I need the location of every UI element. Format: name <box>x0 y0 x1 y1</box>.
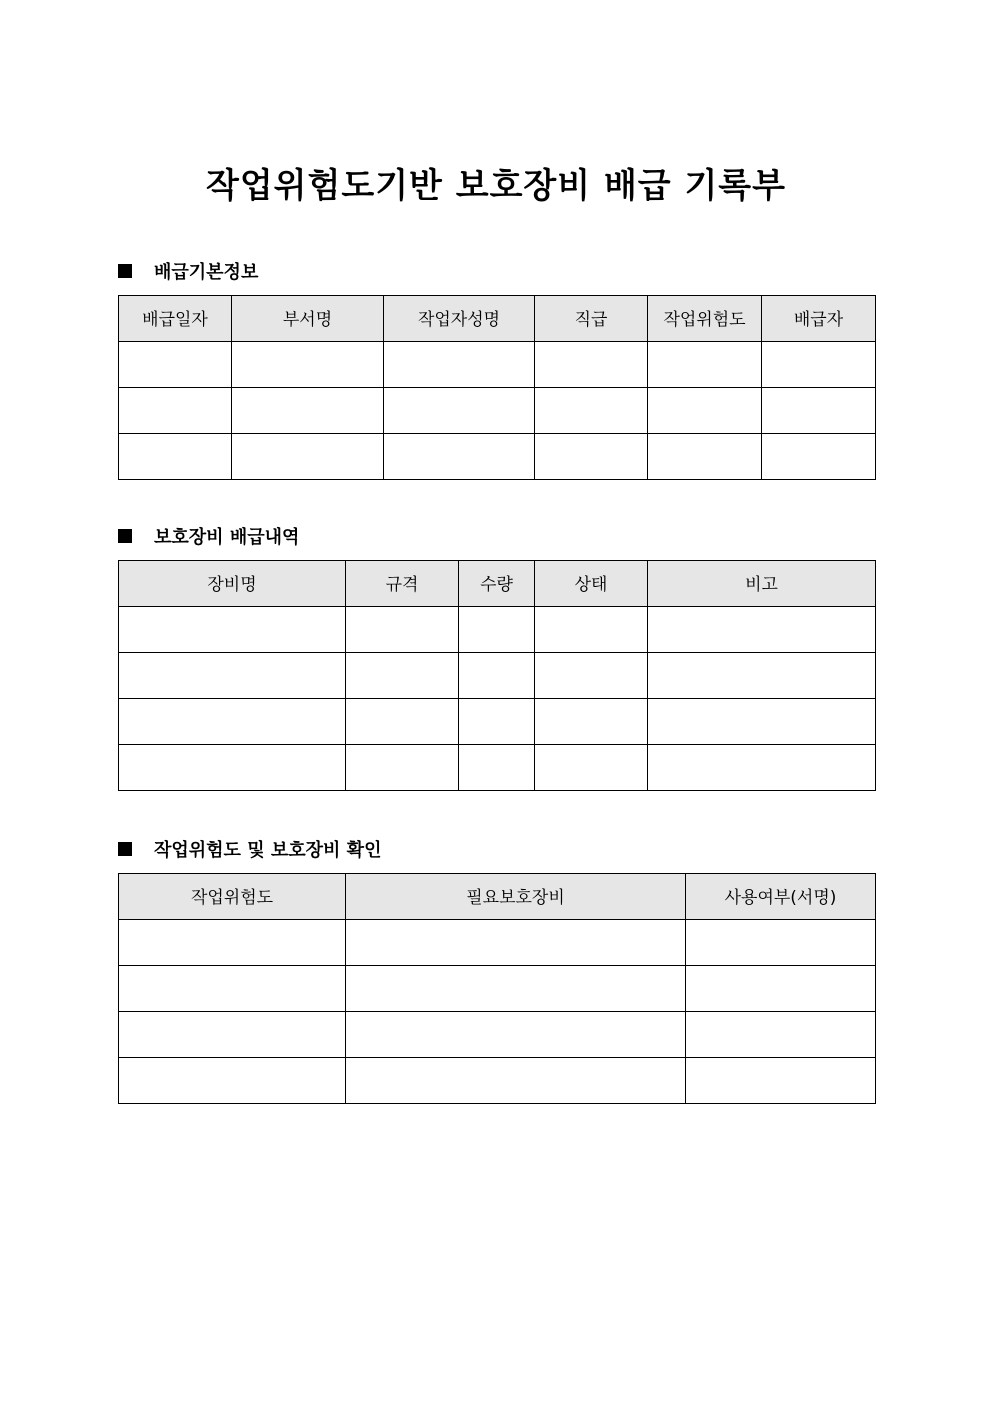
column-header-required-equipment: 필요보호장비 <box>346 874 686 920</box>
table-cell[interactable] <box>119 966 346 1012</box>
column-header-risk-level: 작업위험도 <box>119 874 346 920</box>
table-cell[interactable] <box>346 745 459 791</box>
column-header-worker-name: 작업자성명 <box>384 296 535 342</box>
table-cell[interactable] <box>119 388 232 434</box>
table-cell[interactable] <box>535 342 648 388</box>
table-row <box>119 920 876 966</box>
column-header-distributor: 배급자 <box>762 296 876 342</box>
table-cell[interactable] <box>686 966 876 1012</box>
table-row <box>119 607 876 653</box>
table-cell[interactable] <box>119 1058 346 1104</box>
column-header-specification: 규격 <box>346 561 459 607</box>
section-heading-label: 배급기본정보 <box>154 262 259 283</box>
table-cell[interactable] <box>119 699 346 745</box>
column-header-risk-level: 작업위험도 <box>648 296 762 342</box>
table-cell[interactable] <box>384 434 535 480</box>
table-cell[interactable] <box>762 342 876 388</box>
table-cell[interactable] <box>535 699 648 745</box>
column-header-condition: 상태 <box>535 561 648 607</box>
table-cell[interactable] <box>535 434 648 480</box>
table-cell[interactable] <box>762 388 876 434</box>
table-row <box>119 966 876 1012</box>
table-row <box>119 1058 876 1104</box>
table-cell[interactable] <box>762 434 876 480</box>
table-cell[interactable] <box>459 653 535 699</box>
column-header-rank: 직급 <box>535 296 648 342</box>
section-heading-label: 보호장비 배급내역 <box>154 527 300 548</box>
table-cell[interactable] <box>648 745 876 791</box>
table-header-row <box>119 296 876 342</box>
table-cell[interactable] <box>346 607 459 653</box>
equipment-distribution-table <box>118 560 876 791</box>
table-cell[interactable] <box>346 653 459 699</box>
table-row <box>119 745 876 791</box>
table-cell[interactable] <box>459 607 535 653</box>
column-header-remarks: 비고 <box>648 561 876 607</box>
table-cell[interactable] <box>346 920 686 966</box>
section-heading-risk-equipment-check <box>118 836 381 862</box>
table-cell[interactable] <box>648 342 762 388</box>
section-heading-equipment-distribution <box>118 523 299 549</box>
table-cell[interactable] <box>119 607 346 653</box>
table-row <box>119 699 876 745</box>
table-row <box>119 653 876 699</box>
table-cell[interactable] <box>119 1012 346 1058</box>
table-cell[interactable] <box>232 388 384 434</box>
table-cell[interactable] <box>459 699 535 745</box>
table-cell[interactable] <box>119 434 232 480</box>
table-cell[interactable] <box>648 607 876 653</box>
table-cell[interactable] <box>346 699 459 745</box>
table-cell[interactable] <box>119 342 232 388</box>
table-row <box>119 388 876 434</box>
table-header-row <box>119 874 876 920</box>
table-cell[interactable] <box>346 1012 686 1058</box>
table-header-row <box>119 561 876 607</box>
section-heading-label: 작업위험도 및 보호장비 확인 <box>154 840 382 861</box>
column-header-distribution-date: 배급일자 <box>119 296 232 342</box>
column-header-equipment-name: 장비명 <box>119 561 346 607</box>
table-cell[interactable] <box>119 920 346 966</box>
basic-info-table <box>118 295 876 480</box>
table-cell[interactable] <box>648 699 876 745</box>
table-cell[interactable] <box>648 388 762 434</box>
square-bullet-icon <box>118 842 132 856</box>
table-cell[interactable] <box>384 342 535 388</box>
table-row <box>119 434 876 480</box>
table-row <box>119 342 876 388</box>
table-cell[interactable] <box>119 745 346 791</box>
table-cell[interactable] <box>119 653 346 699</box>
table-cell[interactable] <box>535 745 648 791</box>
document-title: 작업위험도기반 보호장비 배급 기록부 <box>205 166 786 206</box>
table-row <box>119 1012 876 1058</box>
table-cell[interactable] <box>648 653 876 699</box>
table-cell[interactable] <box>459 745 535 791</box>
table-cell[interactable] <box>686 1012 876 1058</box>
square-bullet-icon <box>118 529 132 543</box>
table-cell[interactable] <box>686 920 876 966</box>
table-cell[interactable] <box>535 607 648 653</box>
table-cell[interactable] <box>648 434 762 480</box>
square-bullet-icon <box>118 264 132 278</box>
table-cell[interactable] <box>384 388 535 434</box>
table-cell[interactable] <box>535 653 648 699</box>
table-cell[interactable] <box>346 966 686 1012</box>
table-cell[interactable] <box>346 1058 686 1104</box>
table-cell[interactable] <box>535 388 648 434</box>
section-heading-basic-info <box>118 258 258 284</box>
column-header-department: 부서명 <box>232 296 384 342</box>
table-cell[interactable] <box>686 1058 876 1104</box>
table-cell[interactable] <box>232 434 384 480</box>
risk-equipment-check-table <box>118 873 876 1104</box>
column-header-quantity: 수량 <box>459 561 535 607</box>
column-header-usage-signature: 사용여부(서명) <box>686 874 876 920</box>
table-cell[interactable] <box>232 342 384 388</box>
